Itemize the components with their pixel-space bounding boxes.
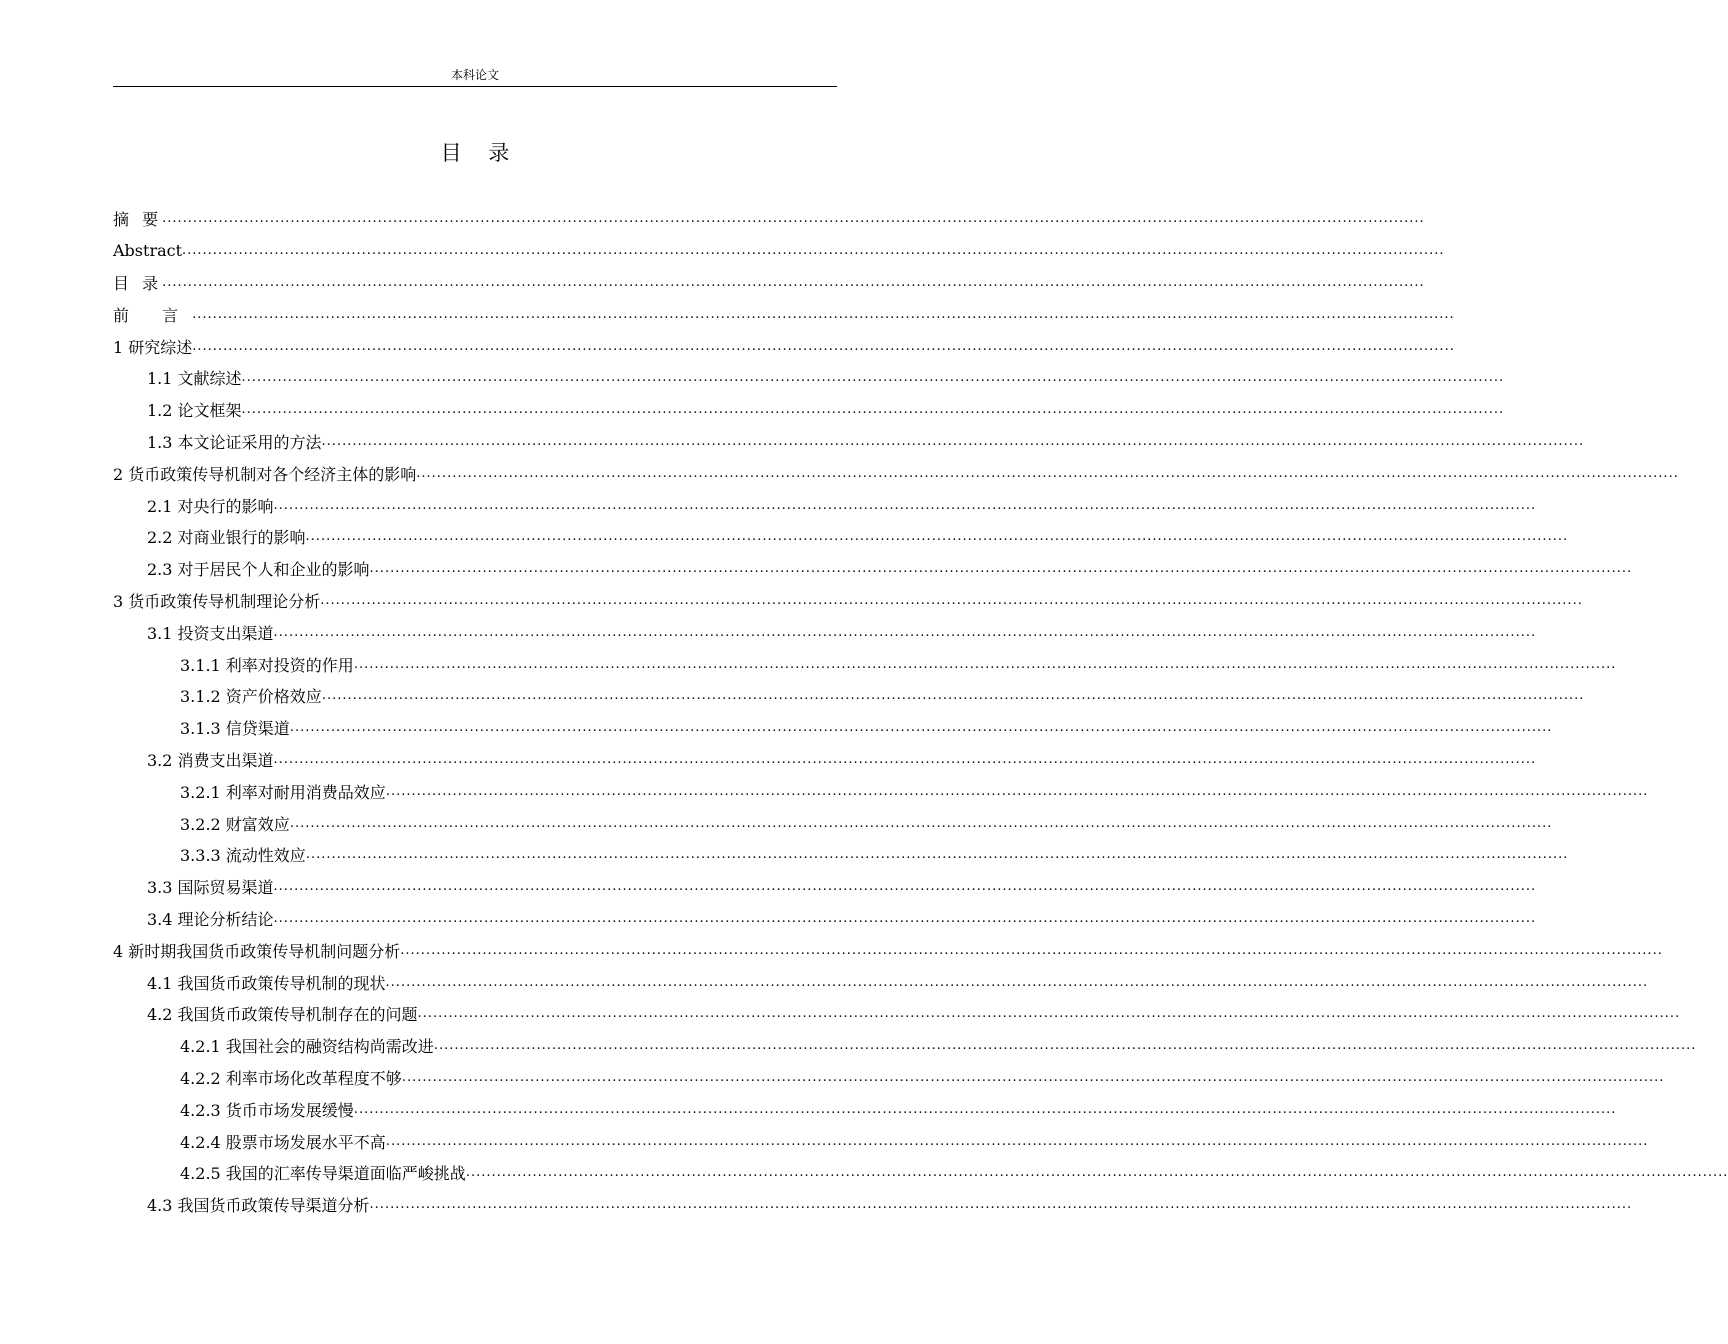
toc-dot-leader: ...................................................................................................................................................................................................................................................... xyxy=(401,1069,1665,1085)
toc-entry[interactable] xyxy=(113,426,1585,458)
toc-entry-text: 3.1.1 利率对投资的作用 xyxy=(180,655,354,675)
toc-dot-leader: ...................................................................................................................................................................................................................................................... xyxy=(369,561,1633,577)
toc-entry[interactable] xyxy=(113,521,1569,553)
toc-entry[interactable] xyxy=(113,1030,1697,1062)
toc-dot-leader: ...................................................................................................................................................................................................................................................... xyxy=(305,529,1569,545)
toc-dot-leader: ...................................................................................................................................................................................................................................................... xyxy=(353,656,1617,672)
toc-entry-text: 1.2 论文框架 xyxy=(147,401,242,421)
toc-entry[interactable] xyxy=(113,267,1425,299)
toc-dot-leader: ...................................................................................................................................................................................................................................................... xyxy=(241,370,1505,386)
toc-dot-leader: ...................................................................................................................................................................................................................................................... xyxy=(400,942,1663,958)
toc-entry-text: 4.3 我国货币政策传导渠道分析 xyxy=(147,1196,370,1216)
toc-dot-leader: ...................................................................................................................................................................................................................................................... xyxy=(385,1133,1649,1149)
toc-dot-leader: ...................................................................................................................................................................................................................................................... xyxy=(385,783,1649,799)
toc-entry-text: 1.1 文献综述 xyxy=(147,369,242,389)
header-rule xyxy=(113,86,837,87)
toc-entry[interactable] xyxy=(113,553,1633,585)
toc-entry-text: 3.4 理论分析结论 xyxy=(147,909,274,929)
toc-entry-text: 2 货币政策传导机制对各个经济主体的影响 xyxy=(113,464,417,484)
toc-dot-leader: ...................................................................................................................................................................................................................................................... xyxy=(416,465,1679,481)
toc-entry-text: 3.2 消费支出渠道 xyxy=(147,750,274,770)
toc-dot-leader: ...................................................................................................................................................................................................................................................... xyxy=(273,751,1537,767)
toc-dot-leader: ...................................................................................................................................................................................................................................................... xyxy=(273,910,1537,926)
toc-dot-leader: ...................................................................................................................................................................................................................................................... xyxy=(433,1038,1697,1054)
toc-dot-leader: ...................................................................................................................................................................................................................................................... xyxy=(305,847,1569,863)
toc-dot-leader: ...................................................................................................................................................................................................................................................... xyxy=(369,1197,1633,1213)
toc-entry[interactable] xyxy=(113,680,1585,712)
toc-dot-leader: ...................................................................................................................................................................................................................................................... xyxy=(192,306,1455,322)
toc-dot-leader: ...................................................................................................................................................................................................................................................... xyxy=(289,720,1553,736)
toc-dot-leader: ...................................................................................................................................................................................................................................................... xyxy=(320,592,1583,608)
toc-dot-leader: ...................................................................................................................................................................................................................................................... xyxy=(162,274,1425,290)
toc-entry-text: 目 录 xyxy=(113,273,163,293)
toc-entry[interactable] xyxy=(113,489,1537,521)
toc-dot-leader: ...................................................................................................................................................................................................................................................... xyxy=(385,974,1649,990)
toc-dot-leader: ...................................................................................................................................................................................................................................................... xyxy=(162,211,1425,227)
toc-entry-text: 4.2.4 股票市场发展水平不高 xyxy=(180,1132,386,1152)
toc-entry[interactable] xyxy=(113,394,1505,426)
toc-dot-leader: ...................................................................................................................................................................................................................................................... xyxy=(321,688,1585,704)
toc-dot-leader: ...................................................................................................................................................................................................................................................... xyxy=(465,1165,1728,1181)
toc-dot-leader: ...................................................................................................................................................................................................................................................... xyxy=(321,433,1585,449)
toc-entry[interactable] xyxy=(113,330,1455,362)
toc-entry-text: 4.2.1 我国社会的融资结构尚需改进 xyxy=(180,1037,434,1057)
toc-entry-text: 摘 要 xyxy=(113,210,163,230)
toc-entry[interactable] xyxy=(113,203,1425,235)
toc-entry[interactable] xyxy=(113,585,1583,617)
toc-entry[interactable] xyxy=(113,998,1681,1030)
toc-dot-leader: ...................................................................................................................................................................................................................................................... xyxy=(289,815,1553,831)
toc-dot-leader: ...................................................................................................................................................................................................................................................... xyxy=(353,1101,1617,1117)
toc-entry[interactable] xyxy=(113,1062,1665,1094)
toc-entry[interactable] xyxy=(113,775,1649,807)
toc-entry-text: 4.2.3 货币市场发展缓慢 xyxy=(180,1100,354,1120)
toc-entry-text: 1 研究综述 xyxy=(113,337,193,357)
toc-entry-text: 4.1 我国货币政策传导机制的现状 xyxy=(147,973,386,993)
running-header-title: 本科论文 xyxy=(450,68,499,82)
toc-entry-text: 前 言 xyxy=(113,305,193,325)
toc-entry[interactable] xyxy=(113,871,1537,903)
toc-entry[interactable] xyxy=(113,839,1569,871)
toc-dot-leader: ...................................................................................................................................................................................................................................................... xyxy=(273,497,1537,513)
toc-entry[interactable] xyxy=(113,807,1553,839)
toc-dot-leader: ...................................................................................................................................................................................................................................................... xyxy=(192,338,1455,354)
toc-entry-text: 3.2.2 财富效应 xyxy=(180,814,290,834)
toc-entry[interactable] xyxy=(113,966,1649,998)
toc-entry-text: 4.2 我国货币政策传导机制存在的问题 xyxy=(147,1005,418,1025)
toc-entry-text: 4.2.2 利率市场化改革程度不够 xyxy=(180,1068,402,1088)
toc-entry-text: 4 新时期我国货币政策传导机制问题分析 xyxy=(113,941,401,961)
toc-entry[interactable] xyxy=(113,457,1679,489)
toc-list xyxy=(113,203,1728,1221)
toc-entry-text: 3.2.1 利率对耐用消费品效应 xyxy=(180,782,386,802)
toc-dot-leader: ...................................................................................................................................................................................................................................................... xyxy=(273,624,1537,640)
toc-dot-leader: ...................................................................................................................................................................................................................................................... xyxy=(273,879,1537,895)
toc-entry[interactable] xyxy=(113,616,1537,648)
toc-entry[interactable] xyxy=(113,934,1663,966)
toc-entry-text: 2.3 对于居民个人和企业的影响 xyxy=(147,560,370,580)
toc-entry-text: 3.1 投资支出渠道 xyxy=(147,623,274,643)
toc-entry-text: 2.2 对商业银行的影响 xyxy=(147,528,306,548)
toc-entry[interactable] xyxy=(113,744,1537,776)
toc-entry[interactable] xyxy=(113,1189,1633,1221)
toc-entry-text: Abstract xyxy=(113,241,183,261)
toc-entry-text: 3.3.3 流动性效应 xyxy=(180,846,306,866)
toc-entry[interactable] xyxy=(113,362,1505,394)
toc-entry-text: 3.1.3 信贷渠道 xyxy=(180,719,290,739)
running-header xyxy=(113,66,837,84)
toc-entry[interactable] xyxy=(113,235,1445,267)
toc-dot-leader: ...................................................................................................................................................................................................................................................... xyxy=(417,1006,1681,1022)
toc-entry[interactable] xyxy=(113,903,1537,935)
toc-dot-leader: ...................................................................................................................................................................................................................................................... xyxy=(241,402,1505,418)
toc-entry[interactable] xyxy=(113,712,1553,744)
toc-entry-text: 3 货币政策传导机制理论分析 xyxy=(113,591,321,611)
toc-entry[interactable] xyxy=(113,298,1455,330)
toc-entry[interactable] xyxy=(113,1125,1649,1157)
toc-entry-text: 3.3 国际贸易渠道 xyxy=(147,878,274,898)
toc-entry[interactable] xyxy=(113,1157,1728,1189)
toc-entry-text: 3.1.2 资产价格效应 xyxy=(180,687,322,707)
toc-title: 目 录 xyxy=(440,141,520,165)
toc-entry[interactable] xyxy=(113,1093,1617,1125)
toc-entry[interactable] xyxy=(113,648,1617,680)
toc-entry-text: 1.3 本文论证采用的方法 xyxy=(147,432,322,452)
toc-dot-leader: ...................................................................................................................................................................................................................................................... xyxy=(182,243,1445,259)
toc-entry-text: 4.2.5 我国的汇率传导渠道面临严峻挑战 xyxy=(180,1164,466,1184)
toc-entry-text: 2.1 对央行的影响 xyxy=(147,496,274,516)
